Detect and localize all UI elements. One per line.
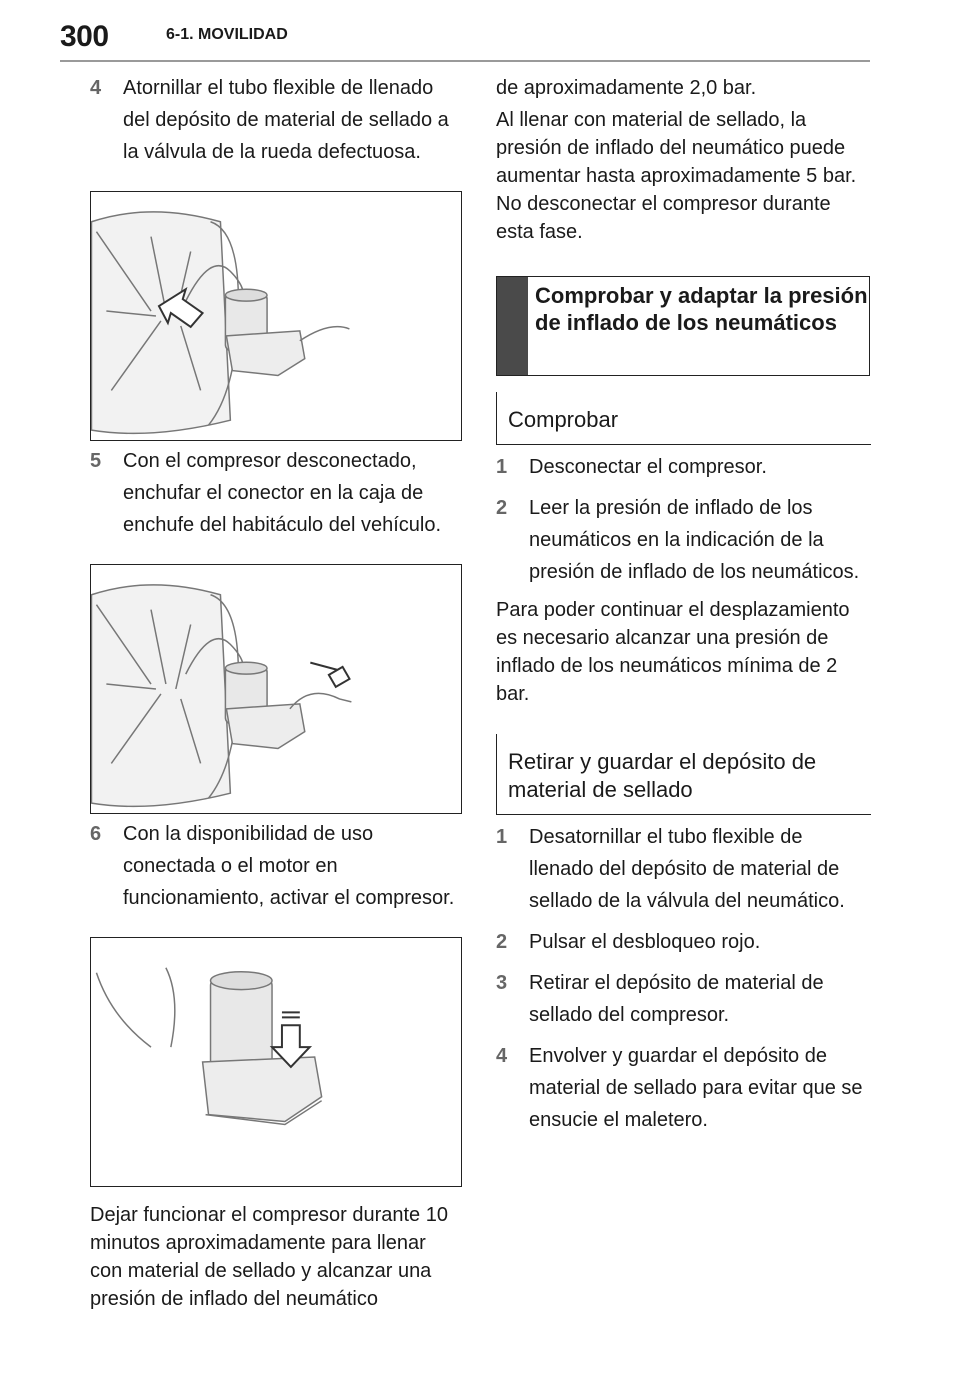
step-number: 1 [496,826,508,848]
section-heading: Comprobar y adaptar la presión de inflado de los neumáticos [535,283,868,335]
step-number: 2 [496,497,508,519]
illustration-wheel-compressor [91,192,461,440]
step-number: 2 [496,931,508,953]
step-text: Atornillar el tubo flexible de llenado del depósito de material de sellado a la válvula de la rueda defectuosa. [123,77,449,163]
check-steps-list [496,451,870,588]
step-number: 1 [496,456,508,478]
step-number: 3 [496,972,508,994]
step-number: 6 [90,823,102,845]
step-6 [90,818,462,914]
figure-plug-connector [90,564,462,814]
list-item [496,451,870,483]
step-text: Con el compresor desconectado, enchufar el conector en la caja de enchufe del habitáculo del vehículo. [123,450,442,536]
step-text: Pulsar el desbloqueo rojo. [529,931,761,953]
step-text: Envolver y guardar el depósito de material de sellado para evitar que se ensucie el maletero. [529,1045,863,1131]
step-4 [90,72,462,168]
left-column [90,70,462,1313]
right-column [496,70,870,1136]
list-item [496,967,870,1031]
list-item [496,1040,870,1136]
paragraph: Para poder continuar el desplazamiento es necesario alcanzar una presión de inflado de los neumáticos mínima de 2 bar. [496,599,850,705]
step-text: Con la disponibilidad de uso conectada o el motor en funcionamiento, activar el compresor. [123,823,455,909]
paragraph: Al llenar con material de sellado, la presión de inflado del neumático puede aumentar hasta aproximadamente 5 bar. No desconectar el compresor durante esta fase. [496,109,857,243]
list-item [496,926,870,958]
page-number: 300 [60,20,109,53]
remove-steps-list [496,821,870,1136]
step-number: 5 [90,450,102,472]
step-text: Leer la presión de inflado de los neumáticos en la indicación de la presión de inflado de los neumáticos. [529,497,860,583]
subheading: Comprobar [496,392,871,445]
step-text: Desatornillar el tubo flexible de llenado del depósito de material de sellado de la válvula del neumático. [529,826,845,912]
step-number: 4 [496,1045,508,1067]
step-text: Retirar el depósito de material de sellado del compresor. [529,972,824,1026]
figure-activate-compressor [90,937,462,1187]
paragraph: de aproximadamente 2,0 bar. [496,77,757,99]
list-item [496,492,870,588]
list-item [496,821,870,917]
section-title: 6-1. MOVILIDAD [166,26,288,43]
page-header [0,0,960,64]
arrow-icon [310,650,349,692]
step-text: Desconectar el compresor. [529,456,767,478]
subheading: Retirar y guardar el depósito de material de sellado [496,734,871,815]
header-rule [60,60,870,62]
illustration-wheel-compressor-plug [91,565,461,813]
section-heading-box [496,276,870,376]
heading-bar [497,277,528,375]
illustration-compressor-button [91,938,461,1186]
step-number: 4 [90,77,102,99]
figure-hose-to-valve [90,191,462,441]
paragraph: Dejar funcionar el compresor durante 10 minutos aproximadamente para llenar con material de sellado y alcanzar una presión de inflado del neumático [90,1204,448,1310]
step-5 [90,445,462,541]
